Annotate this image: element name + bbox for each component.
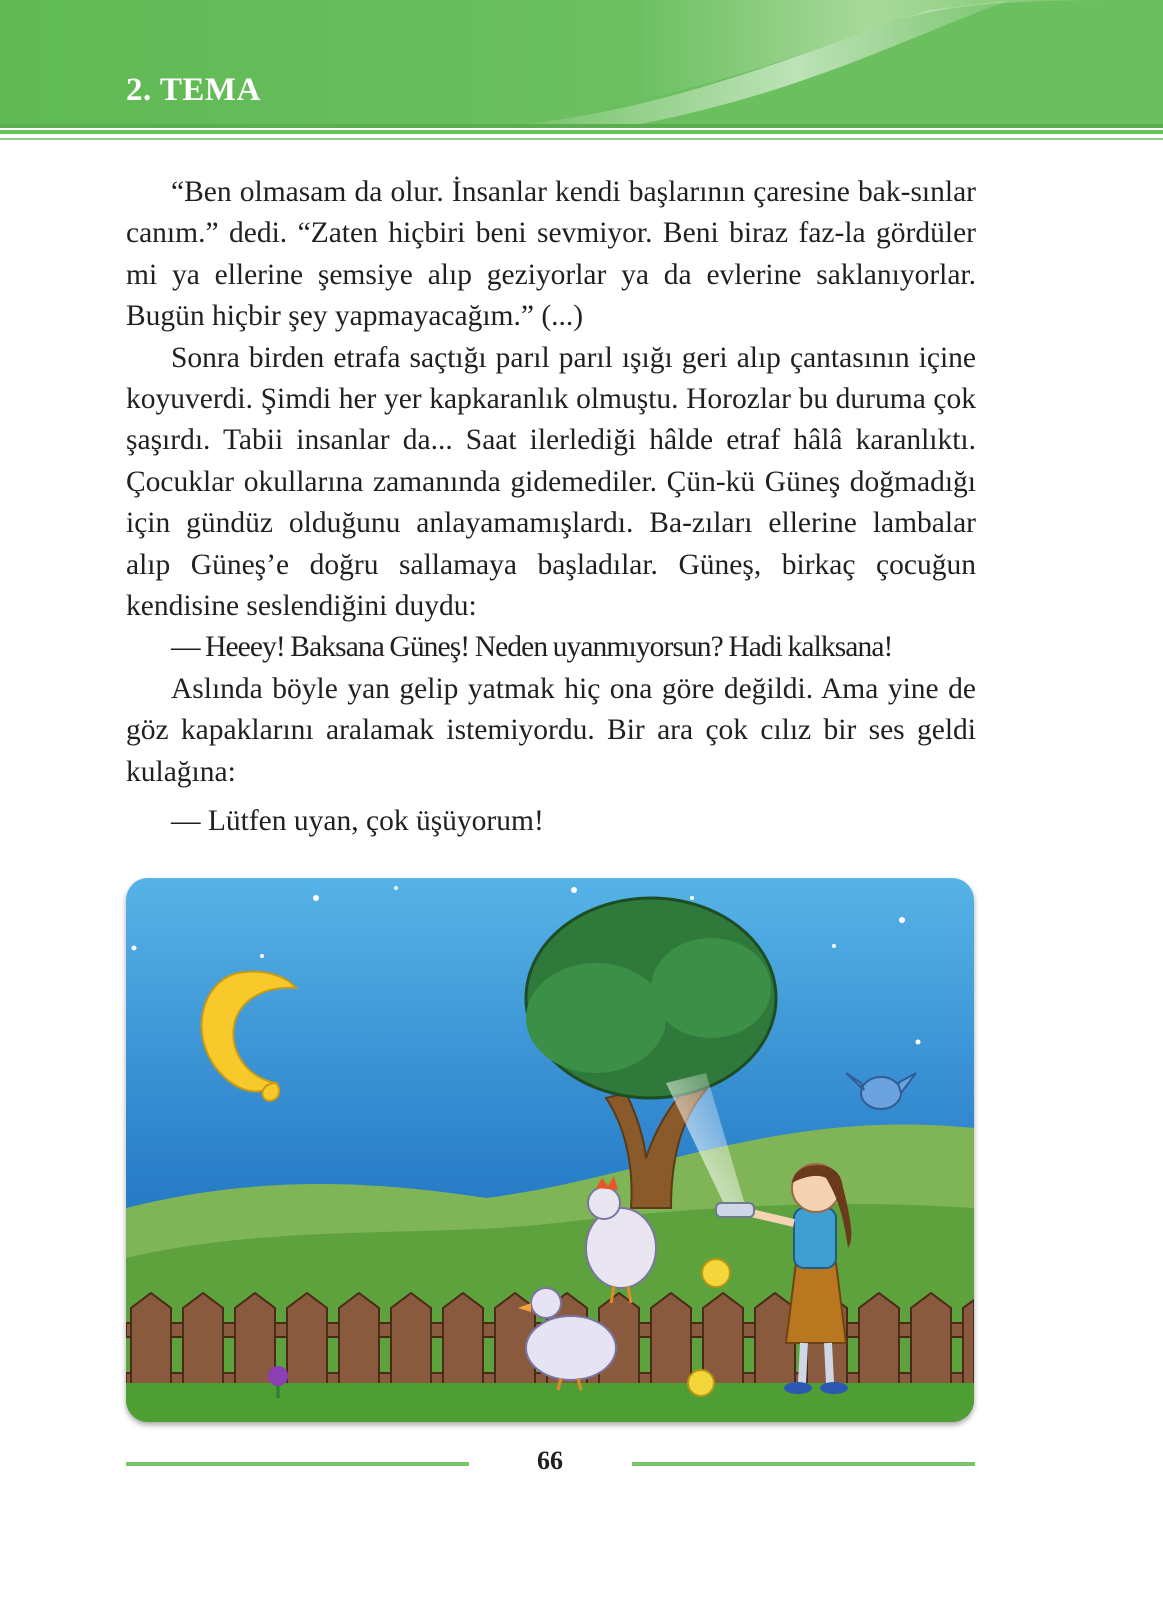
- dialogue-line: — Lütfen uyan, çok üşüyorum!: [171, 805, 544, 838]
- theme-label: 2. TEMA: [126, 72, 261, 108]
- story-text: [126, 172, 976, 843]
- chick: [702, 1259, 730, 1287]
- paragraph: Aslında böyle yan gelip yatmak hiç ona göre değildi. Ama yine de göz kapaklarını aralamak istemiyordu. Bir ara çok cılız bir ses geldi kulağına:: [126, 672, 976, 788]
- night-scene-image: [126, 878, 974, 1422]
- paragraph: Sonra birden etrafa saçtığı parıl parıl ışığı geri alıp çantasının içine koyuverdi. Şimdi her yer kapkaranlık olmuştu. Horozlar bu duruma çok şaşırdı. Tabii insanlar da... Saat ilerlediği hâlde etraf hâlâ karanlıktı. Çocuklar okullarına zamanında gidemediler. Çün-kü Güneş doğmadığı için gündüz olduğunu anlayamamışlardı. Ba-zıları ellerine lambalar alıp Güneş’e doğru sallamaya başladılar. Güneş, birkaç çocuğun kendisine seslendiğini duydu:: [126, 341, 976, 623]
- dialogue-line: — Heeey! Baksana Güneş! Neden uyanmıyorsun? Hadi kalksana!: [171, 631, 893, 664]
- paragraph: “Ben olmasam da olur. İnsanlar kendi başlarının çaresine bak-sınlar canım.” dedi. “Zaten hiçbiri beni sevmiyor. Beni biraz faz-la gördüler mi ya ellerine şemsiye alıp geziyorlar ya da evlerine saklanıyorlar. Bugün hiçbir şey yapmayacağım.” (...): [126, 176, 976, 333]
- header-banner: [0, 0, 1163, 150]
- story-illustration: [126, 878, 974, 1422]
- chick: [688, 1370, 714, 1396]
- footer-rule-left: [126, 1462, 469, 1466]
- footer-rule-right: [632, 1462, 975, 1466]
- page-number: 66: [537, 1446, 563, 1475]
